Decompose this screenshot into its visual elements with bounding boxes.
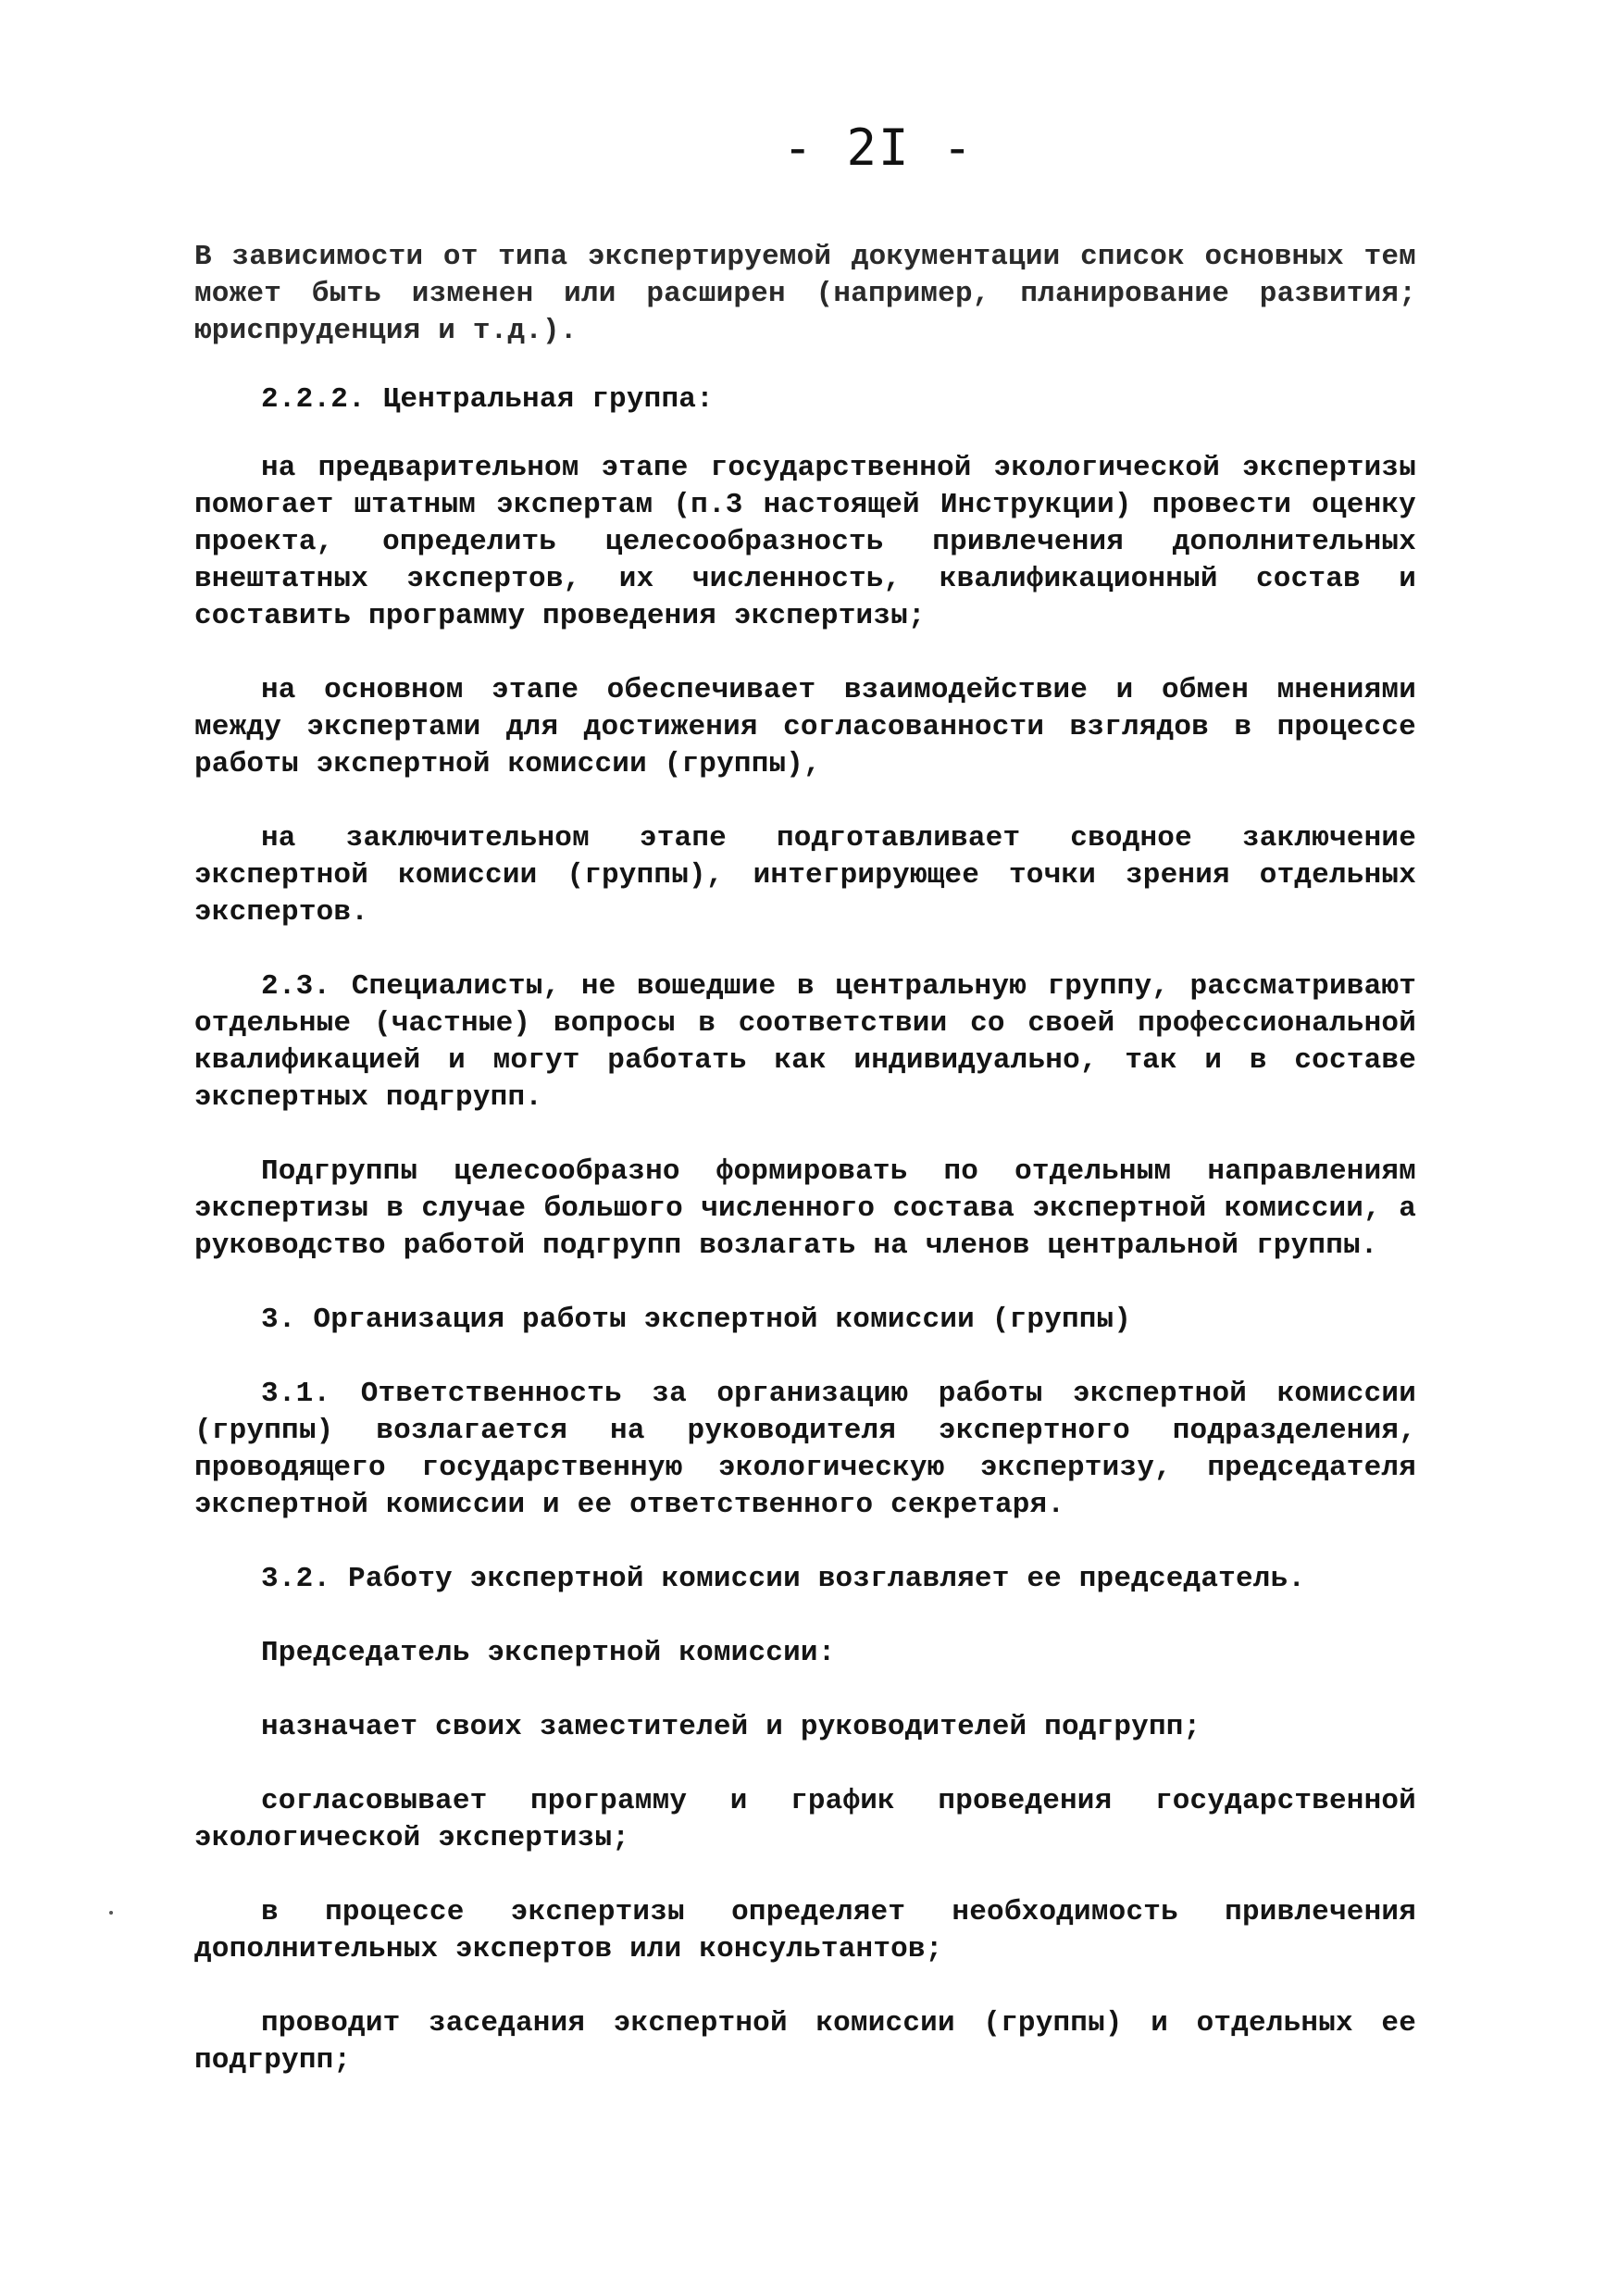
paragraph-subgroups: Подгруппы целесообразно формировать по отдельным направлениям экспертизы в случае большого численного состава экспертной комиссии, а руководство работой подгрупп возлагать на членов центральной группы. — [194, 1155, 1416, 1262]
paragraph-additional-experts: в процессе экспертизы определяет необходимость привлечения дополнительных экспертов или консультантов; — [194, 1896, 1416, 1965]
paragraph-2-3-specialists: 2.3. Специалисты, не вошедшие в центральную группу, рассматривают отдельные (частные) вопросы в соответствии со своей профессиональной квалификацией и могут работать как индивидуально, так и в составе экспертных подгрупп. — [194, 970, 1416, 1114]
paragraph-chairman-duties-heading: Председатель экспертной комиссии: — [261, 1637, 836, 1669]
paragraph-appoints-deputies: назначает своих заместителей и руководителей подгрупп; — [261, 1711, 1201, 1743]
paragraph-topics-list: В зависимости от типа экспертируемой документации список основных тем может быть изменен или расширен (например, планирование развития; юриспруденция и т.д.). — [194, 241, 1416, 347]
paragraph-3-1-responsibility: 3.1. Ответственность за организацию работы экспертной комиссии (группы) возлагается на руководителя экспертного подразделения, проводящего государственную экологическую экспертизу, председателя экспертной комиссии и ее ответственного секретаря. — [194, 1378, 1416, 1521]
document-body — [194, 239, 1416, 2079]
section-heading-2-2-2: 2.2.2. Центральная группа: — [261, 383, 714, 416]
section-heading-3: 3. Организация работы экспертной комиссии (группы) — [261, 1304, 1132, 1336]
paragraph-holds-meetings: проводит заседания экспертной комиссии (группы) и отдельных ее подгрупп; — [194, 2007, 1416, 2077]
paragraph-main-stage: на основном этапе обеспечивает взаимодействие и обмен мнениями между экспертами для достижения согласованности взглядов в процессе работы экспертной комиссии (группы), — [194, 674, 1416, 780]
scan-speck — [109, 1911, 113, 1915]
paragraph-final-stage: на заключительном этапе подготавливает сводное заключение экспертной комиссии (группы), интегрирующее точки зрения отдельных экспертов. — [194, 822, 1416, 929]
paragraph-approves-program: согласовывает программу и график проведения государственной экологической экспертизы; — [194, 1785, 1416, 1854]
paragraph-3-2-chairman: 3.2. Работу экспертной комиссии возглавляет ее председатель. — [261, 1563, 1306, 1595]
page-number: - 2I - — [782, 119, 975, 177]
paragraph-preliminary-stage: на предварительном этапе государственной экологической экспертизы помогает штатным экспертам (п.3 настоящей Инструкции) провести оценку проекта, определить целесообразность привлечения дополнительных внештатных экспертов, их численность, квалификационный состав и составить программу проведения экспертизы; — [194, 452, 1416, 632]
